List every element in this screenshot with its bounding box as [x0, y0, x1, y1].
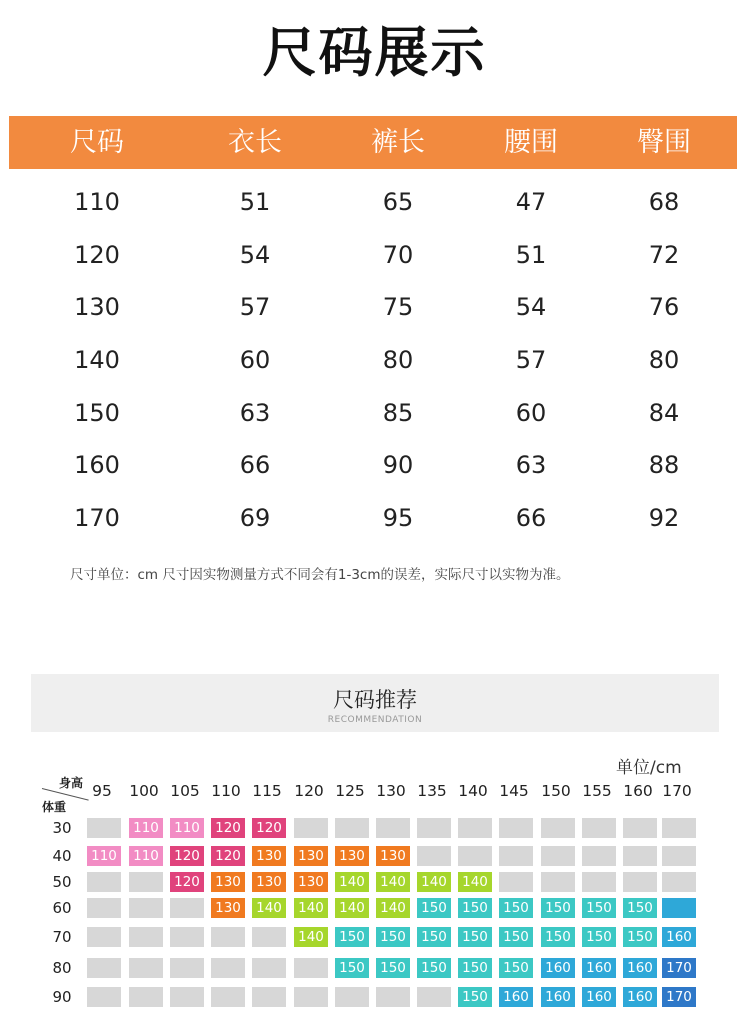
recommendation-cell	[662, 872, 696, 892]
table-cell: 88	[648, 451, 680, 480]
recommendation-cell: 150	[499, 958, 533, 978]
recommendation-cell	[87, 818, 121, 838]
height-column-label: 145	[499, 782, 529, 800]
recommendation-cell	[662, 846, 696, 866]
table-cell: 63	[515, 451, 547, 480]
recommendation-cell: 150	[499, 927, 533, 947]
recommendation-cell	[623, 846, 657, 866]
recommendation-cell	[376, 818, 410, 838]
weight-row-label: 60	[52, 899, 72, 917]
table-cell: 68	[648, 188, 680, 216]
recommendation-cell: 120	[211, 846, 245, 866]
header-top-length: 衣长	[228, 127, 282, 158]
table-cell: 90	[382, 451, 414, 480]
recommendation-cell: 160	[582, 958, 616, 978]
table-cell: 170	[74, 504, 120, 533]
height-column-label: 135	[417, 782, 447, 800]
recommendation-cell: 150	[417, 898, 451, 918]
recommendation-cell: 150	[623, 898, 657, 918]
recommendation-cell: 130	[376, 846, 410, 866]
table-cell: 75	[382, 293, 414, 322]
recommendation-cell: 140	[335, 872, 369, 892]
table-cell: 60	[239, 346, 271, 375]
recommendation-cell: 150	[417, 958, 451, 978]
height-column-label: 160	[623, 782, 653, 800]
recommendation-cell: 150	[623, 927, 657, 947]
table-row	[9, 439, 737, 492]
weight-axis-label: 体重	[42, 800, 67, 814]
table-row	[9, 229, 737, 282]
recommendation-cell	[129, 987, 163, 1007]
height-column-label: 170	[662, 782, 692, 800]
recommendation-cell: 160	[662, 927, 696, 947]
table-cell: 54	[239, 240, 271, 269]
recommendation-cell	[623, 872, 657, 892]
recommendation-cell: 130	[211, 898, 245, 918]
recommendation-cell: 160	[623, 987, 657, 1007]
table-cell: 72	[648, 240, 680, 269]
height-column-label: 120	[294, 782, 324, 800]
height-column-label: 150	[541, 782, 571, 800]
recommendation-cell	[129, 872, 163, 892]
height-column-label: 140	[458, 782, 488, 800]
recommendation-cell	[541, 846, 575, 866]
table-cell: 57	[515, 346, 547, 375]
recommendation-cell	[252, 987, 286, 1007]
recommendation-cell	[294, 818, 328, 838]
recommendation-cell: 150	[582, 927, 616, 947]
table-cell: 140	[74, 346, 120, 375]
size-table	[9, 176, 737, 545]
height-column-label: 110	[211, 782, 241, 800]
height-column-label: 130	[376, 782, 406, 800]
table-cell: 130	[74, 293, 120, 322]
table-cell: 150	[74, 398, 120, 427]
table-cell: 120	[74, 240, 120, 269]
table-cell: 66	[515, 504, 547, 533]
recommendation-cell: 120	[252, 818, 286, 838]
recommendation-cell: 140	[294, 898, 328, 918]
height-axis-label: 身高	[59, 776, 84, 790]
recommendation-cell: 150	[458, 987, 492, 1007]
recommendation-cell: 140	[376, 872, 410, 892]
recommendation-cell	[662, 818, 696, 838]
table-cell: 92	[648, 504, 680, 533]
recommendation-cell	[582, 818, 616, 838]
recommendation-cell	[541, 818, 575, 838]
recommendation-cell	[499, 818, 533, 838]
recommendation-cell	[458, 846, 492, 866]
table-cell: 70	[382, 240, 414, 269]
recommendation-cell: 150	[335, 958, 369, 978]
measurement-note: 尺寸单位：cm 尺寸因实物测量方式不同会有1-3cm的误差，实际尺寸以实物为准。	[70, 567, 570, 583]
recommendation-cell	[294, 958, 328, 978]
recommendation-cell: 110	[129, 846, 163, 866]
recommendation-subtitle: RECOMMENDATION	[327, 715, 423, 725]
recommendation-cell	[170, 987, 204, 1007]
header-hip: 臀围	[637, 127, 691, 158]
recommendation-cell	[170, 958, 204, 978]
recommendation-cell: 130	[294, 872, 328, 892]
recommendation-cell	[458, 818, 492, 838]
recommendation-cell: 160	[582, 987, 616, 1007]
recommendation-cell	[87, 958, 121, 978]
header-waist: 腰围	[504, 127, 558, 158]
height-column-label: 125	[335, 782, 365, 800]
recommendation-banner	[31, 674, 719, 732]
table-cell: 95	[382, 504, 414, 533]
recommendation-cell: 160	[541, 987, 575, 1007]
recommendation-cell: 130	[252, 846, 286, 866]
recommendation-cell	[541, 872, 575, 892]
recommendation-cell	[211, 927, 245, 947]
weight-row-label: 40	[52, 847, 72, 865]
recommendation-cell	[129, 927, 163, 947]
table-cell: 85	[382, 398, 414, 427]
recommendation-cell: 140	[294, 927, 328, 947]
height-column-label: 155	[582, 782, 612, 800]
recommendation-cell: 110	[129, 818, 163, 838]
recommendation-cell: 140	[252, 898, 286, 918]
table-cell: 51	[515, 240, 547, 269]
recommendation-cell: 150	[499, 898, 533, 918]
recommendation-cell: 110	[87, 846, 121, 866]
recommendation-cell: 150	[541, 927, 575, 947]
table-cell: 47	[515, 188, 547, 216]
table-cell: 54	[515, 293, 547, 322]
table-row	[9, 334, 737, 387]
table-cell: 51	[239, 188, 271, 216]
table-row	[9, 176, 737, 229]
recommendation-cell: 150	[335, 927, 369, 947]
weight-row-label: 90	[52, 988, 72, 1006]
recommendation-cell	[252, 958, 286, 978]
recommendation-cell	[582, 846, 616, 866]
recommendation-cell: 150	[458, 927, 492, 947]
recommendation-cell	[499, 846, 533, 866]
recommendation-cell	[87, 987, 121, 1007]
height-column-label: 100	[129, 782, 159, 800]
recommendation-cell	[129, 958, 163, 978]
table-cell: 69	[239, 504, 271, 533]
recommendation-cell: 160	[541, 958, 575, 978]
size-table-header	[9, 116, 737, 169]
recommendation-cell: 110	[170, 818, 204, 838]
recommendation-cell: 150	[458, 958, 492, 978]
recommendation-cell: 150	[417, 927, 451, 947]
recommendation-cell	[211, 958, 245, 978]
recommendation-cell	[87, 898, 121, 918]
recommendation-cell: 140	[458, 872, 492, 892]
recommendation-cell	[623, 818, 657, 838]
recommendation-cell	[87, 927, 121, 947]
recommendation-cell	[294, 987, 328, 1007]
height-column-label: 115	[252, 782, 282, 800]
recommendation-cell	[417, 846, 451, 866]
recommendation-cell	[335, 818, 369, 838]
recommendation-cell	[87, 872, 121, 892]
recommendation-cell: 120	[170, 872, 204, 892]
weight-row-label: 70	[52, 928, 72, 946]
recommendation-cell	[170, 898, 204, 918]
recommendation-cell: 160	[623, 958, 657, 978]
height-column-label: 105	[170, 782, 200, 800]
recommendation-cell: 150	[541, 898, 575, 918]
recommendation-cell: 150	[582, 898, 616, 918]
header-pants-length: 裤长	[371, 127, 425, 158]
recommendation-cell: 120	[211, 818, 245, 838]
table-cell: 80	[382, 346, 414, 375]
page-title: 尺码展示	[262, 21, 487, 84]
recommendation-cell	[252, 927, 286, 947]
recommendation-cell	[662, 898, 696, 918]
recommendation-cell: 130	[335, 846, 369, 866]
table-cell: 160	[74, 451, 120, 480]
recommendation-cell	[417, 987, 451, 1007]
recommendation-cell: 140	[417, 872, 451, 892]
recommendation-title: 尺码推荐	[333, 688, 417, 712]
recommendation-cell	[335, 987, 369, 1007]
table-cell: 63	[239, 398, 271, 427]
unit-label: 单位/cm	[616, 758, 682, 778]
recommendation-cell: 120	[170, 846, 204, 866]
recommendation-cell: 150	[376, 927, 410, 947]
height-column-label: 95	[92, 782, 112, 800]
recommendation-cell	[582, 872, 616, 892]
table-cell: 84	[648, 398, 680, 427]
weight-row-label: 80	[52, 959, 72, 977]
header-size: 尺码	[70, 127, 124, 158]
table-cell: 65	[382, 188, 414, 216]
table-cell: 60	[515, 398, 547, 427]
table-row	[9, 387, 737, 440]
table-cell: 66	[239, 451, 271, 480]
recommendation-cell: 170	[662, 987, 696, 1007]
table-cell: 110	[74, 188, 120, 216]
weight-row-label: 50	[52, 873, 72, 891]
table-cell: 80	[648, 346, 680, 375]
recommendation-cell	[211, 987, 245, 1007]
weight-row-label: 30	[52, 819, 72, 837]
table-cell: 76	[648, 293, 680, 322]
recommendation-cell: 150	[458, 898, 492, 918]
recommendation-cell: 170	[662, 958, 696, 978]
recommendation-cell	[170, 927, 204, 947]
table-cell: 57	[239, 293, 271, 322]
table-row	[9, 281, 737, 334]
recommendation-cell: 140	[376, 898, 410, 918]
recommendation-cell: 130	[211, 872, 245, 892]
table-row	[9, 492, 737, 545]
recommendation-cell	[499, 872, 533, 892]
recommendation-cell	[129, 898, 163, 918]
recommendation-cell	[376, 987, 410, 1007]
recommendation-cell: 150	[376, 958, 410, 978]
recommendation-cell	[417, 818, 451, 838]
recommendation-cell: 140	[335, 898, 369, 918]
recommendation-cell: 160	[499, 987, 533, 1007]
recommendation-cell: 130	[252, 872, 286, 892]
recommendation-cell: 130	[294, 846, 328, 866]
